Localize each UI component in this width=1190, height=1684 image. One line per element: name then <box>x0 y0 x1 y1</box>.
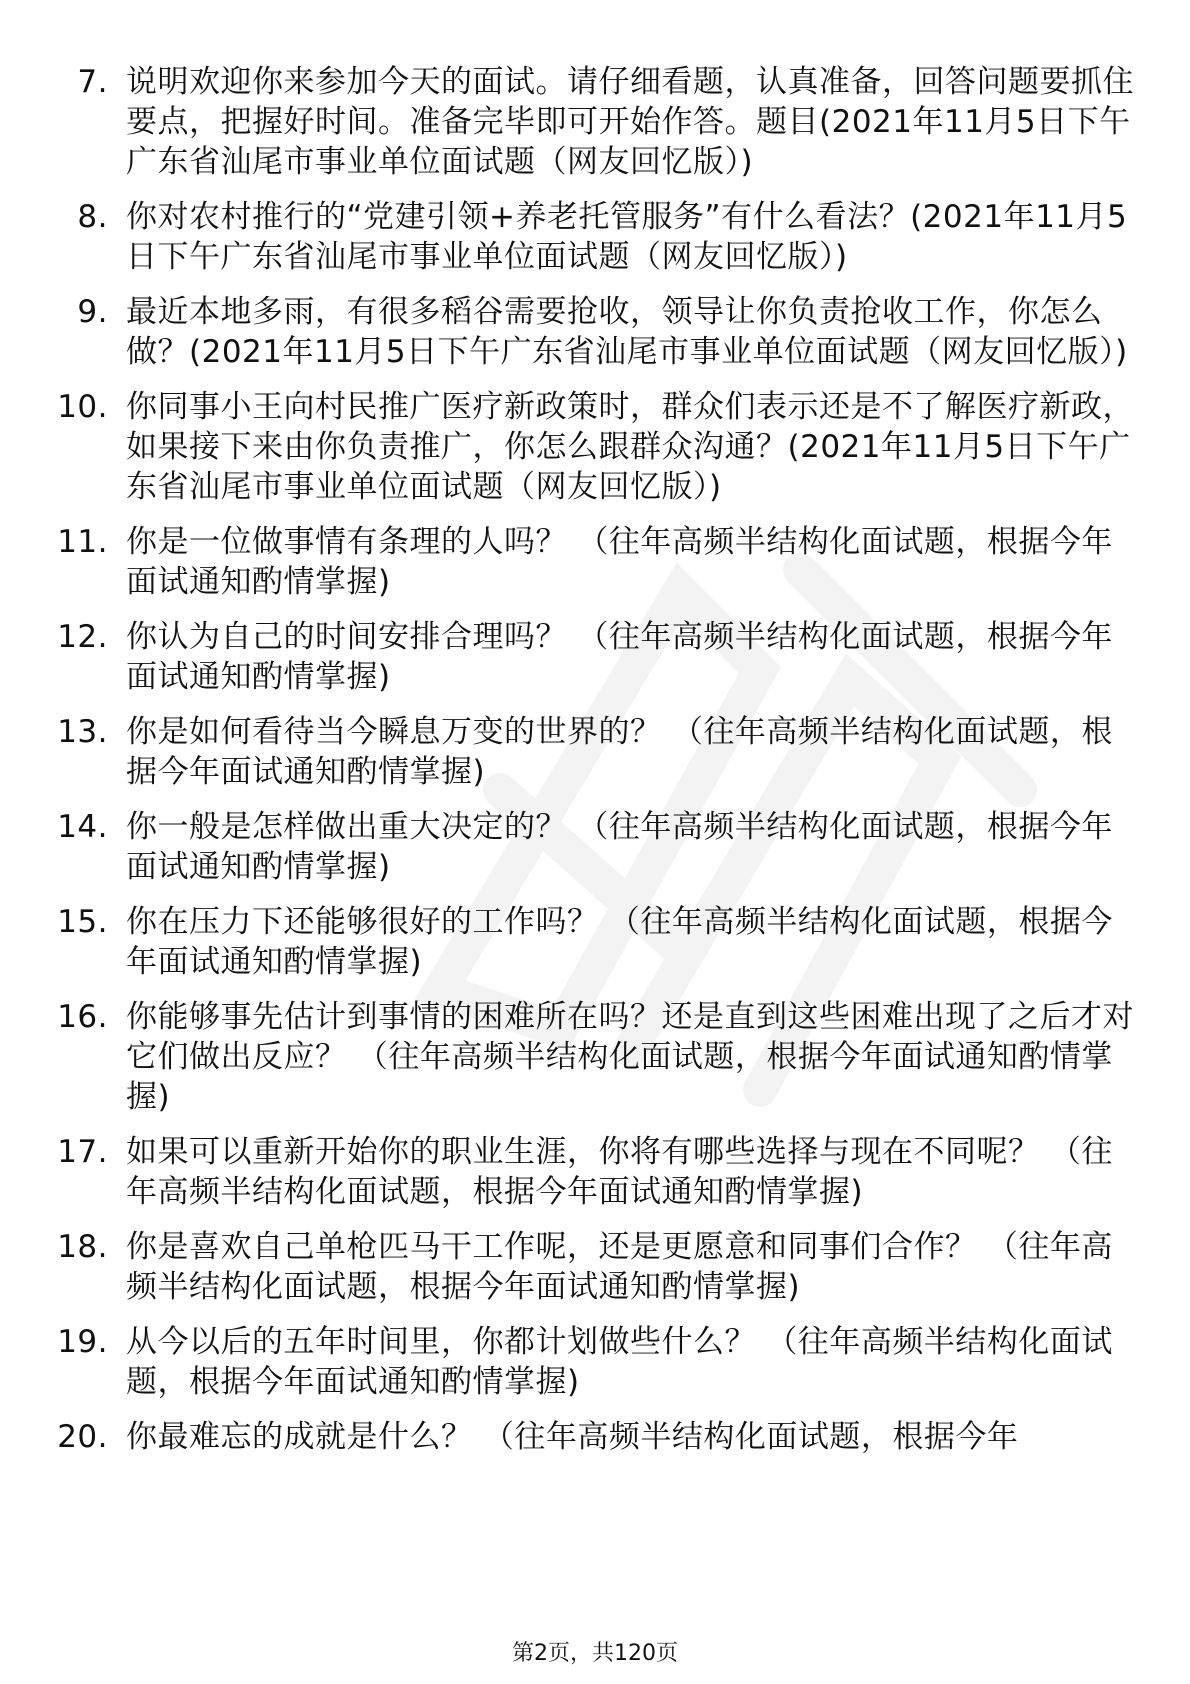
question-number: 13. <box>57 714 108 750</box>
question-text: 你能够事先估计到事情的困难所在吗？还是直到这些困难出现了之后才对它们做出反应？ （往年高频半结构化面试题，根据今年面试通知酌情掌握) <box>126 999 1134 1115</box>
question-text: 你是喜欢自己单枪匹马干工作呢，还是更愿意和同事们合作？ （往年高频半结构化面试题，根据今年面试通知酌情掌握) <box>126 1229 1113 1305</box>
question-item <box>0 1417 1190 1457</box>
question-number: 16. <box>57 999 108 1035</box>
question-text: 你是一位做事情有条理的人吗？ （往年高频半结构化面试题，根据今年面试通知酌情掌握) <box>126 524 1113 600</box>
question-text: 最近本地多雨，有很多稻谷需要抢收，领导让你负责抢收工作，你怎么做？(2021年11月5日下午广东省汕尾市事业单位面试题（网友回忆版）) <box>126 294 1128 370</box>
question-number: 20. <box>57 1419 108 1455</box>
question-list <box>0 62 1190 1472</box>
question-text: 你最难忘的成就是什么？ （往年高频半结构化面试题，根据今年 <box>126 1419 1019 1455</box>
question-number: 9. <box>77 294 108 330</box>
question-item <box>0 292 1190 372</box>
question-text: 你认为自己的时间安排合理吗？ （往年高频半结构化面试题，根据今年面试通知酌情掌握) <box>126 619 1113 695</box>
question-number: 7. <box>77 64 108 100</box>
question-number: 15. <box>57 904 108 940</box>
question-item <box>0 1132 1190 1212</box>
question-item <box>0 712 1190 792</box>
question-number: 11. <box>57 524 108 560</box>
question-text: 你同事小王向村民推广医疗新政策时，群众们表示还是不了解医疗新政，如果接下来由你负责推广，你怎么跟群众沟通？(2021年11月5日下午广东省汕尾市事业单位面试题（网友回忆版）) <box>126 389 1134 505</box>
question-text: 如果可以重新开始你的职业生涯，你将有哪些选择与现在不同呢？ （往年高频半结构化面试题，根据今年面试通知酌情掌握) <box>126 1134 1113 1210</box>
question-text: 说明欢迎你来参加今天的面试。请仔细看题，认真准备，回答问题要抓住要点，把握好时间。准备完毕即可开始作答。题目(2021年11月5日下午广东省汕尾市事业单位面试题（网友回忆版）) <box>126 64 1134 180</box>
question-item <box>0 902 1190 982</box>
question-item <box>0 62 1190 182</box>
question-item <box>0 522 1190 602</box>
question-number: 10. <box>57 389 108 425</box>
question-text: 你是如何看待当今瞬息万变的世界的？ （往年高频半结构化面试题，根据今年面试通知酌情掌握) <box>126 714 1113 790</box>
question-item <box>0 1227 1190 1307</box>
question-item <box>0 1322 1190 1402</box>
question-text: 你对农村推行的“党建引领+养老托管服务”有什么看法？(2021年11月5日下午广东省汕尾市事业单位面试题（网友回忆版）) <box>126 199 1128 275</box>
question-item <box>0 617 1190 697</box>
question-number: 17. <box>57 1134 108 1170</box>
question-text: 你一般是怎样做出重大决定的？ （往年高频半结构化面试题，根据今年面试通知酌情掌握) <box>126 809 1113 885</box>
question-text: 从今以后的五年时间里，你都计划做些什么？ （往年高频半结构化面试题，根据今年面试通知酌情掌握) <box>126 1324 1113 1400</box>
question-item <box>0 387 1190 507</box>
question-number: 12. <box>57 619 108 655</box>
question-item <box>0 807 1190 887</box>
question-item <box>0 197 1190 277</box>
question-number: 8. <box>77 199 108 235</box>
page-indicator: 第2页，共120页 <box>512 1641 678 1666</box>
question-number: 19. <box>57 1324 108 1360</box>
question-text: 你在压力下还能够很好的工作吗？ （往年高频半结构化面试题，根据今年面试通知酌情掌握) <box>126 904 1113 980</box>
question-item <box>0 997 1190 1117</box>
question-number: 18. <box>57 1229 108 1265</box>
question-number: 14. <box>57 809 108 845</box>
